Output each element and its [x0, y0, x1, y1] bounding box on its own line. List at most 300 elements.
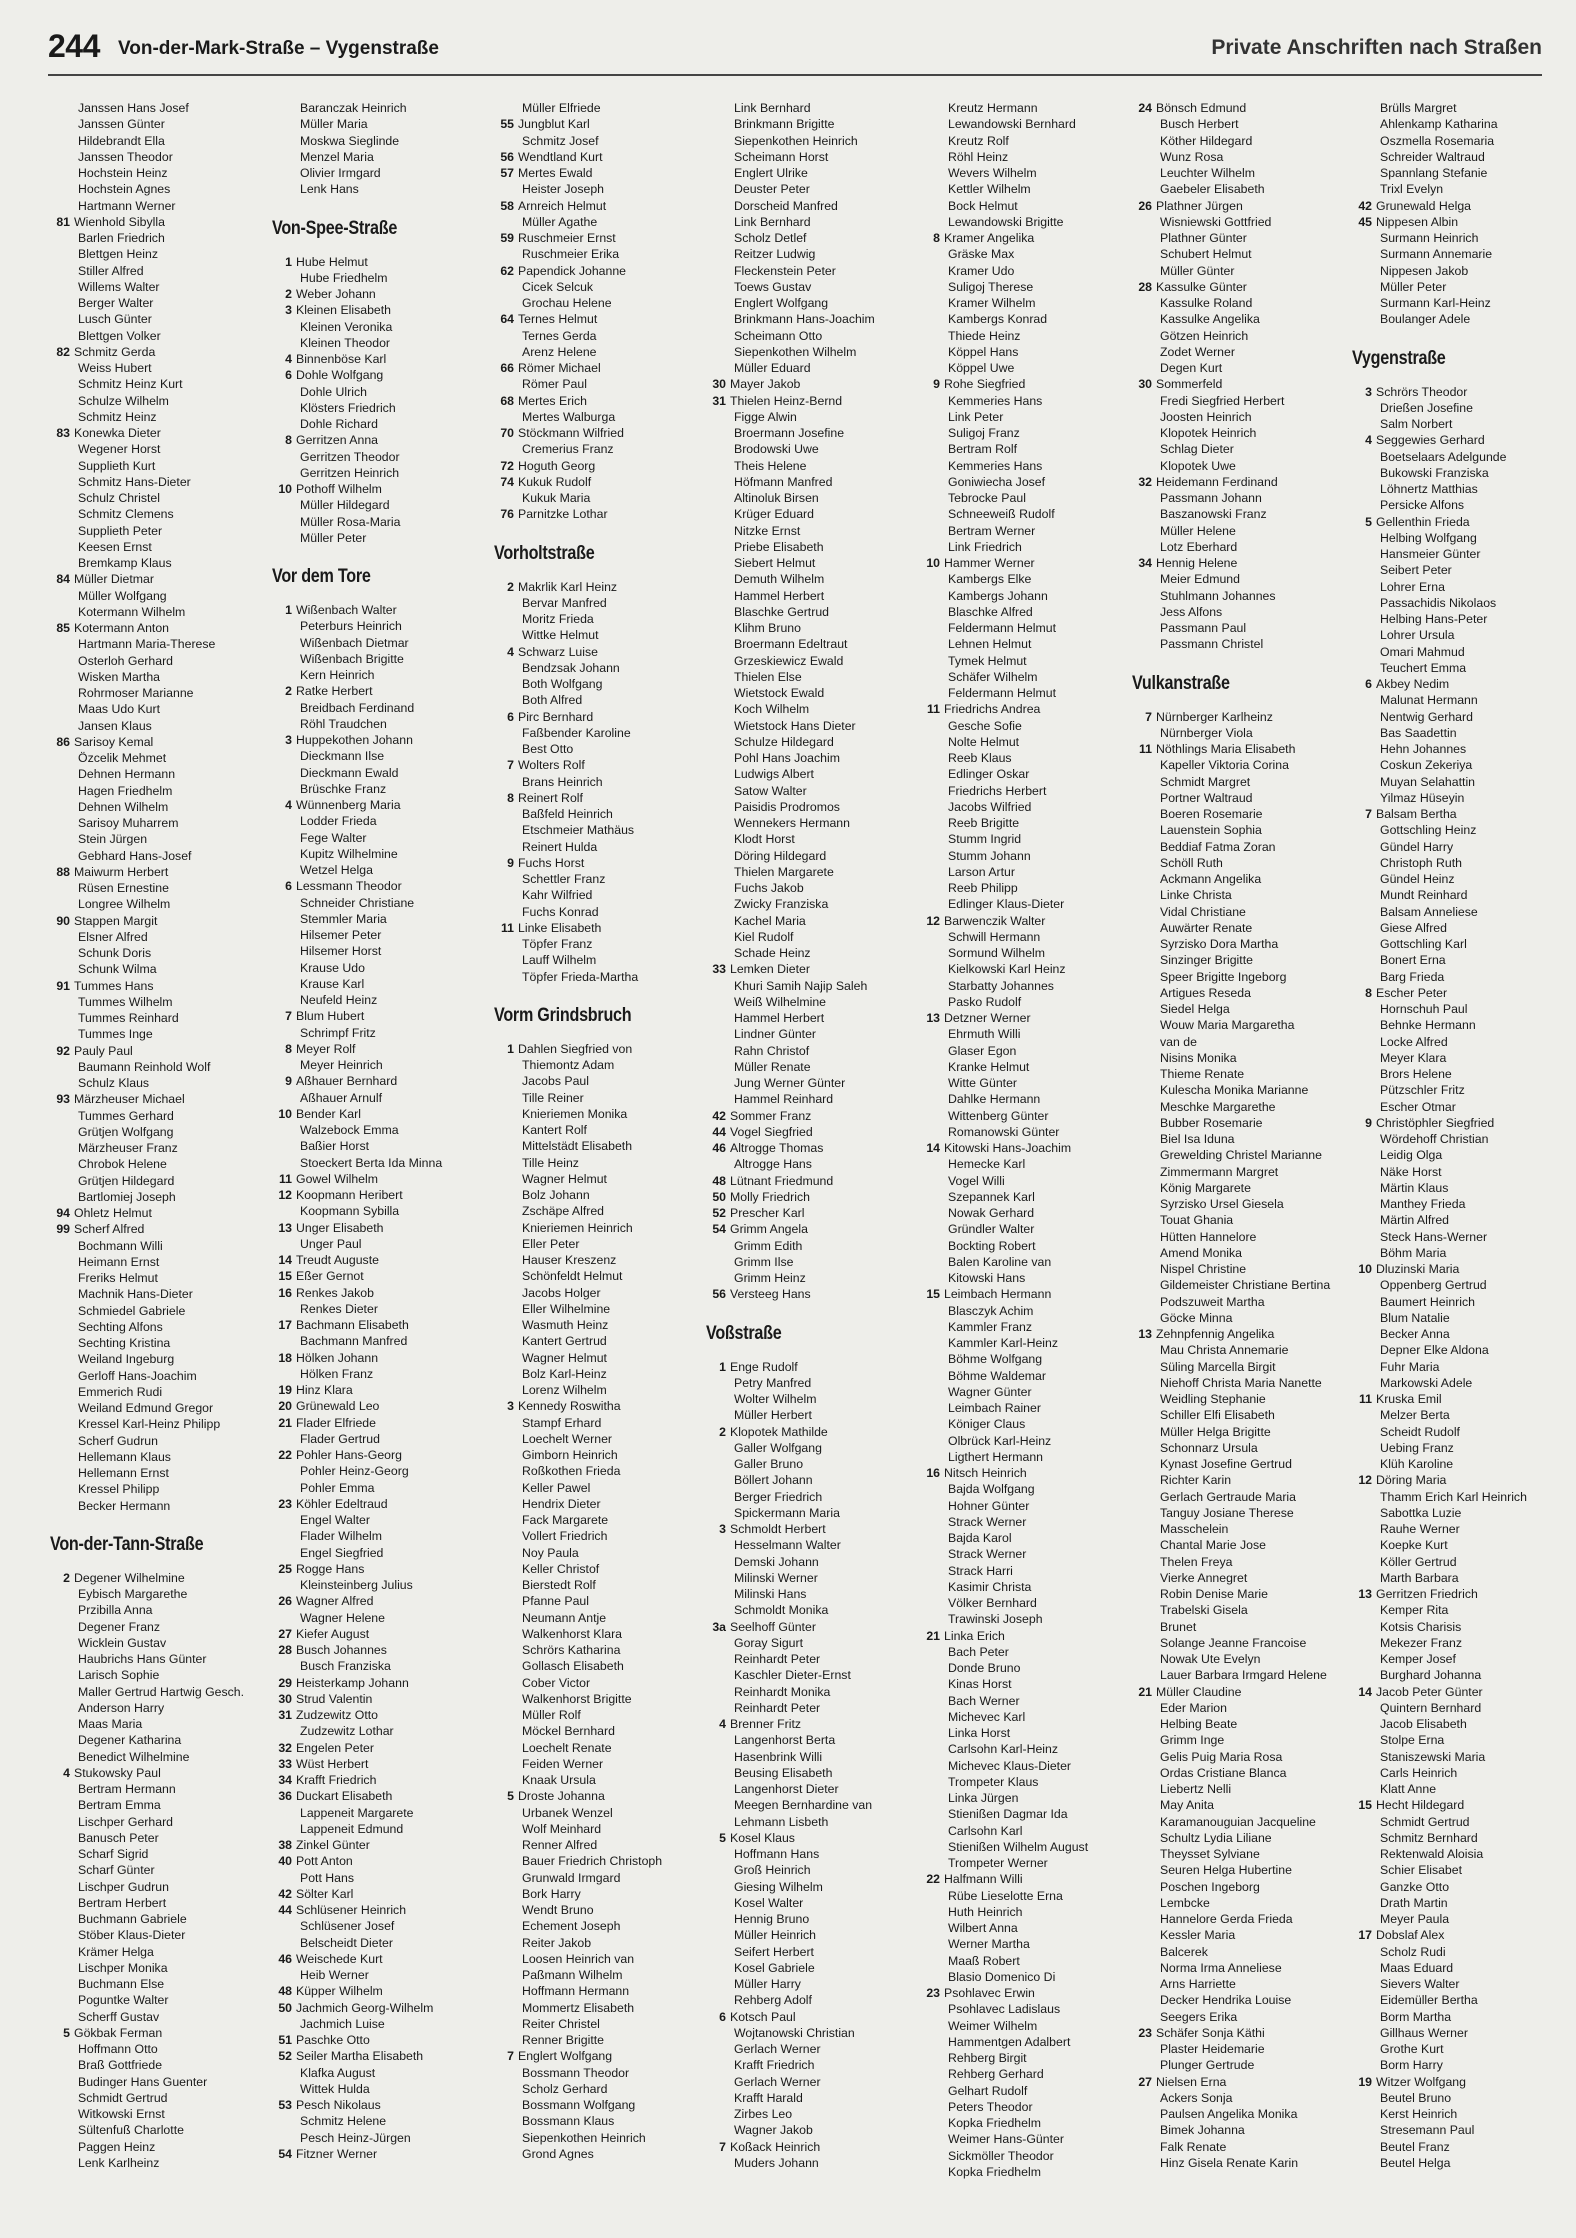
- resident-name: Menzel Maria: [300, 149, 374, 164]
- house-number: [1132, 1667, 1156, 1683]
- house-number: 19: [278, 1383, 292, 1397]
- house-number: [50, 360, 74, 376]
- house-number: [920, 961, 944, 977]
- resident-entry: [272, 683, 482, 699]
- resident-name: Jachmich Luise: [300, 2016, 385, 2031]
- resident-entry: [50, 100, 260, 116]
- house-number: [706, 1635, 730, 1651]
- resident-entry: [1132, 1749, 1342, 1765]
- resident-name: Schulze Wilhelm: [78, 393, 169, 408]
- resident-name: Fuchs Jakob: [734, 881, 804, 895]
- resident-name: Osterloh Gerhard: [78, 653, 174, 668]
- resident-name: Ratke Herbert: [296, 684, 373, 699]
- resident-entry: [494, 1675, 704, 1691]
- house-number: [1352, 904, 1376, 920]
- resident-entry: [1352, 595, 1562, 611]
- resident-entry: [1132, 1797, 1342, 1813]
- resident-entry: [50, 246, 260, 262]
- resident-entry: [494, 295, 704, 311]
- house-number: [920, 1595, 944, 1611]
- resident-name: Lauff Wilhelm: [522, 953, 597, 968]
- resident-entry: [272, 927, 482, 943]
- resident-name: Scholz Detlef: [734, 231, 807, 245]
- resident-entry: [50, 1927, 260, 1943]
- resident-name: Wetzel Helga: [300, 863, 373, 877]
- resident-entry: [706, 1765, 916, 1781]
- resident-entry: [920, 1384, 1130, 1400]
- house-number: [1352, 871, 1376, 887]
- house-number: [1132, 887, 1156, 903]
- resident-entry: [1352, 562, 1562, 578]
- resident-entry: [50, 149, 260, 165]
- resident-name: Buchmann Gabriele: [78, 1912, 187, 1926]
- house-number: 32: [278, 1740, 292, 1755]
- house-number: [494, 1805, 518, 1821]
- resident-entry: [1352, 1732, 1562, 1748]
- resident-entry: [1132, 1424, 1342, 1440]
- resident-name: Passmann Johann: [1160, 491, 1262, 505]
- resident-entry: [494, 692, 704, 708]
- house-number: [1352, 181, 1376, 197]
- resident-entry: [1352, 295, 1562, 311]
- resident-name: Baumert Heinrich: [1380, 1294, 1475, 1309]
- resident-entry: [494, 1236, 704, 1252]
- resident-entry: [1132, 165, 1342, 181]
- house-number: [272, 1366, 296, 1382]
- resident-entry: [706, 1424, 916, 1440]
- house-number: [50, 929, 74, 945]
- house-number: [920, 1644, 944, 1660]
- resident-name: Speer Brigitte Ingeborg: [1160, 969, 1287, 984]
- resident-name: Märtin Alfred: [1380, 1213, 1450, 1228]
- resident-name: Pauly Paul: [74, 1043, 133, 1058]
- resident-entry: [1352, 497, 1562, 513]
- resident-entry: [1132, 1375, 1342, 1391]
- resident-name: Lemken Dieter: [730, 962, 810, 977]
- resident-name: Klüh Karoline: [1380, 1457, 1454, 1471]
- resident-entry: [50, 2009, 260, 2025]
- resident-name: Unger Paul: [300, 1236, 362, 1251]
- resident-name: Makrlik Karl Heinz: [518, 579, 618, 594]
- house-number: 19: [1358, 2074, 1372, 2089]
- resident-entry: [494, 246, 704, 262]
- house-number: 51: [278, 2033, 292, 2047]
- house-number: [1132, 1879, 1156, 1895]
- resident-name: Janssen Hans Josef: [78, 101, 189, 115]
- resident-entry: [1132, 1277, 1342, 1293]
- resident-entry: [272, 165, 482, 181]
- house-number: [706, 1814, 730, 1830]
- resident-name: Wittke Helmut: [522, 628, 599, 643]
- resident-name: Röhl Traudchen: [300, 716, 387, 731]
- resident-entry: [706, 458, 916, 474]
- resident-entry: [272, 270, 482, 286]
- house-number: [1352, 725, 1376, 741]
- resident-name: Borm Martha: [1380, 2009, 1452, 2024]
- resident-entry: [920, 815, 1130, 831]
- house-number: 23: [1138, 2025, 1152, 2040]
- house-number: 4: [507, 644, 514, 659]
- resident-name: Trompeter Klaus: [948, 1774, 1039, 1789]
- resident-entry: [1352, 757, 1562, 773]
- resident-entry: [1352, 165, 1562, 181]
- resident-name: Lischper Monika: [78, 1960, 168, 1975]
- resident-name: Edlinger Oskar: [948, 767, 1030, 782]
- resident-name: Grünewald Leo: [296, 1399, 380, 1414]
- resident-name: Tummes Reinhard: [78, 1011, 179, 1025]
- resident-entry: [50, 1976, 260, 1992]
- house-number: [272, 319, 296, 335]
- resident-entry: [1132, 936, 1342, 952]
- resident-entry: [1352, 1326, 1562, 1342]
- resident-name: Hilsemer Peter: [300, 928, 382, 942]
- resident-entry: [272, 481, 482, 497]
- house-number: [1132, 393, 1156, 409]
- resident-entry: [1352, 1342, 1562, 1358]
- resident-name: Kulescha Monika Marianne: [1160, 1083, 1309, 1098]
- resident-entry: [920, 1351, 1130, 1367]
- house-number: [1132, 1895, 1156, 1911]
- resident-entry: [1132, 1115, 1342, 1131]
- resident-name: Mau Christa Annemarie: [1160, 1343, 1289, 1358]
- resident-entry: [1132, 1456, 1342, 1472]
- resident-entry: [272, 1415, 482, 1431]
- resident-entry: [706, 328, 916, 344]
- house-number: 6: [719, 2009, 726, 2024]
- resident-entry: [920, 1693, 1130, 1709]
- house-number: [494, 1837, 518, 1853]
- house-number: [1132, 165, 1156, 181]
- house-number: [1352, 1294, 1376, 1310]
- resident-entry: [1352, 1261, 1562, 1277]
- resident-entry: [1132, 2009, 1342, 2025]
- house-number: [920, 1108, 944, 1124]
- house-number: [50, 799, 74, 815]
- resident-entry: [494, 1577, 704, 1593]
- house-number: [1132, 523, 1156, 539]
- resident-name: Loechelt Renate: [522, 1740, 612, 1755]
- house-number: [1352, 1570, 1376, 1586]
- house-number: [706, 1156, 730, 1172]
- resident-entry: [1132, 1619, 1342, 1635]
- resident-entry: [706, 669, 916, 685]
- resident-entry: [1132, 1050, 1342, 1066]
- resident-name: Kotsis Charisis: [1380, 1619, 1462, 1634]
- resident-name: Link Friedrich: [948, 539, 1022, 554]
- house-number: [920, 279, 944, 295]
- resident-name: Gollasch Elisabeth: [522, 1659, 624, 1674]
- resident-name: Hohner Günter: [948, 1498, 1030, 1513]
- resident-entry: [494, 2130, 704, 2146]
- house-number: [50, 1335, 74, 1351]
- resident-entry: [920, 766, 1130, 782]
- resident-entry: [706, 1407, 916, 1423]
- house-number: 15: [926, 1287, 940, 1302]
- house-number: [920, 2115, 944, 2131]
- resident-entry: [1132, 1521, 1342, 1537]
- house-number: [1352, 416, 1376, 432]
- resident-entry: [1352, 416, 1562, 432]
- house-number: [920, 1416, 944, 1432]
- house-number: [706, 685, 730, 701]
- house-number: [50, 1465, 74, 1481]
- resident-entry: [1352, 263, 1562, 279]
- house-number: [494, 952, 518, 968]
- resident-entry: [272, 1138, 482, 1154]
- resident-name: Müller Dietmar: [74, 572, 154, 587]
- resident-name: Thamm Erich Karl Heinrich: [1380, 1489, 1527, 1504]
- house-number: [706, 2057, 730, 2073]
- house-number: 62: [500, 263, 514, 278]
- house-number: [920, 100, 944, 116]
- house-number: [50, 831, 74, 847]
- resident-name: Degener Wilhelmine: [74, 1570, 185, 1585]
- resident-name: Thielen Else: [734, 669, 802, 684]
- house-number: [272, 1138, 296, 1154]
- house-number: [706, 1862, 730, 1878]
- resident-entry: [1132, 1180, 1342, 1196]
- resident-entry: [272, 149, 482, 165]
- resident-entry: [920, 1871, 1130, 1887]
- resident-name: Niehoff Christa Maria Nanette: [1160, 1375, 1322, 1390]
- header-divider: [48, 74, 1542, 76]
- resident-entry: [1352, 1294, 1562, 1310]
- house-number: [494, 1658, 518, 1674]
- resident-name: Dieckmann Ilse: [300, 749, 385, 764]
- resident-entry: [706, 815, 916, 831]
- resident-entry: [1352, 1684, 1562, 1700]
- house-number: [50, 555, 74, 571]
- resident-entry: [706, 783, 916, 799]
- resident-entry: [920, 799, 1130, 815]
- resident-name: Kassulke Günter: [1156, 279, 1247, 294]
- resident-entry: [50, 1124, 260, 1140]
- house-number: [50, 1140, 74, 1156]
- house-number: [706, 2025, 730, 2041]
- house-number: [920, 1173, 944, 1189]
- resident-name: Weimer Hans-Günter: [948, 2132, 1064, 2147]
- resident-name: Reinert Hulda: [522, 839, 598, 854]
- resident-name: Stienißen Wilhelm August: [948, 1839, 1089, 1854]
- resident-entry: [50, 1586, 260, 1602]
- resident-name: Ordas Cristiane Blanca: [1160, 1765, 1287, 1780]
- resident-name: Werner Martha: [948, 1937, 1030, 1952]
- resident-entry: [1352, 2106, 1562, 2122]
- resident-entry: [494, 1886, 704, 1902]
- resident-entry: [920, 506, 1130, 522]
- resident-name: Reinhardt Peter: [734, 1652, 821, 1666]
- resident-name: Rehberg Gerhard: [948, 2067, 1044, 2082]
- resident-name: Gowel Wilhelm: [296, 1171, 378, 1186]
- resident-entry: [706, 1537, 916, 1553]
- resident-name: Baranczak Heinrich: [300, 101, 407, 115]
- resident-entry: [272, 1317, 482, 1333]
- resident-name: Zehnpfennig Angelika: [1156, 1327, 1275, 1341]
- resident-name: Bach Werner: [948, 1693, 1020, 1708]
- house-number: 11: [1359, 1392, 1372, 1406]
- house-number: 48: [712, 1173, 726, 1188]
- resident-entry: [920, 2164, 1130, 2180]
- house-number: 8: [285, 1041, 292, 1056]
- house-number: [1352, 530, 1376, 546]
- resident-name: Küpper Wilhelm: [296, 1984, 383, 1999]
- resident-name: Rehberg Birgit: [948, 2051, 1027, 2065]
- house-number: [706, 425, 730, 441]
- resident-entry: [1352, 432, 1562, 448]
- resident-name: Kosel Gabriele: [734, 1960, 815, 1975]
- house-number: [706, 1960, 730, 1976]
- resident-entry: [1132, 2025, 1342, 2041]
- house-number: [50, 669, 74, 685]
- resident-entry: [494, 1642, 704, 1658]
- resident-entry: [272, 797, 482, 813]
- resident-entry: [272, 432, 482, 448]
- resident-entry: [1132, 904, 1342, 920]
- resident-entry: [1132, 523, 1342, 539]
- resident-name: Schmitz Clemens: [78, 507, 174, 522]
- house-number: [706, 523, 730, 539]
- house-number: [706, 100, 730, 116]
- resident-name: Töpfer Franz: [522, 937, 593, 951]
- resident-entry: [706, 100, 916, 116]
- house-number: [920, 1839, 944, 1855]
- resident-name: Reinert Rolf: [518, 790, 583, 805]
- resident-entry: [272, 1642, 482, 1658]
- house-number: [272, 1967, 296, 1983]
- house-number: 12: [1358, 1473, 1372, 1488]
- resident-name: Tille Reiner: [522, 1090, 584, 1105]
- resident-name: Hube Helmut: [296, 254, 368, 269]
- house-number: [920, 636, 944, 652]
- house-number: [706, 864, 730, 880]
- house-number: [706, 1684, 730, 1700]
- resident-entry: [706, 1895, 916, 1911]
- resident-name: Linke Christa: [1160, 888, 1232, 903]
- house-number: 16: [278, 1285, 292, 1300]
- house-number: [1132, 2009, 1156, 2025]
- resident-entry: [920, 1043, 1130, 1059]
- resident-name: Jungblut Karl: [518, 117, 590, 132]
- resident-name: Hammentgen Adalbert: [948, 2034, 1071, 2049]
- resident-entry: [1132, 539, 1342, 555]
- resident-entry: [494, 263, 704, 279]
- resident-name: Schlüsener Josef: [300, 1919, 395, 1934]
- resident-entry: [494, 360, 704, 376]
- house-number: [1352, 1716, 1376, 1732]
- resident-entry: [1132, 2074, 1342, 2090]
- house-number: [272, 2113, 296, 2129]
- house-number: 3a: [712, 1619, 726, 1634]
- resident-entry: [494, 165, 704, 181]
- resident-entry: [272, 1951, 482, 1967]
- resident-name: Sarisoy Muharrem: [78, 816, 179, 830]
- resident-name: Parnitzke Lothar: [518, 507, 608, 522]
- resident-entry: [706, 1667, 916, 1683]
- house-number: [494, 1106, 518, 1122]
- resident-entry: [50, 474, 260, 490]
- resident-name: Strack Harri: [948, 1563, 1013, 1578]
- resident-name: Dahlen Siegfried von: [518, 1041, 633, 1056]
- resident-entry: [494, 904, 704, 920]
- house-number: [494, 376, 518, 392]
- resident-name: Seelhoff Günter: [730, 1619, 816, 1634]
- resident-name: Heidemann Ferdinand: [1156, 474, 1278, 489]
- house-number: 46: [712, 1141, 726, 1155]
- resident-name: Grochau Helene: [522, 296, 612, 310]
- resident-name: Pott Anton: [296, 1854, 353, 1869]
- resident-name: Breidbach Ferdinand: [300, 700, 415, 715]
- house-number: [706, 1602, 730, 1618]
- resident-entry: [1352, 1862, 1562, 1878]
- resident-name: Weber Johann: [296, 287, 376, 301]
- resident-entry: [706, 1716, 916, 1732]
- house-number: [50, 880, 74, 896]
- resident-name: Markowski Adele: [1380, 1375, 1473, 1390]
- resident-entry: [272, 286, 482, 302]
- house-number: [1132, 790, 1156, 806]
- resident-entry: [1352, 1050, 1562, 1066]
- resident-name: Passmann Paul: [1160, 621, 1247, 635]
- resident-name: Reitzer Ludwig: [734, 247, 816, 262]
- house-number: 5: [63, 2025, 70, 2040]
- house-number: 2: [285, 287, 292, 301]
- resident-entry: [272, 1902, 482, 1918]
- house-number: [920, 181, 944, 197]
- resident-name: Wasmuth Heinz: [522, 1318, 609, 1332]
- resident-entry: [494, 725, 704, 741]
- resident-entry: [50, 1830, 260, 1846]
- house-number: [1132, 2122, 1156, 2138]
- resident-name: Schmitz Gerda: [74, 344, 156, 359]
- resident-name: Tebrocke Paul: [948, 491, 1026, 505]
- resident-entry: [50, 1319, 260, 1335]
- resident-name: Özcelik Mehmet: [78, 751, 167, 765]
- resident-entry: [494, 595, 704, 611]
- house-number: [706, 1075, 730, 1091]
- resident-name: Müller Hildegard: [300, 498, 390, 513]
- resident-entry: [50, 750, 260, 766]
- resident-name: Blasczyk Achim: [948, 1303, 1034, 1318]
- resident-entry: [1132, 198, 1342, 214]
- resident-name: Reiter Jakob: [522, 1935, 592, 1950]
- resident-name: Kantert Rolf: [522, 1123, 587, 1137]
- resident-entry: [50, 2041, 260, 2057]
- resident-entry: [920, 783, 1130, 799]
- house-number: 28: [1138, 279, 1152, 294]
- resident-entry: [50, 328, 260, 344]
- resident-name: Schäfer Wilhelm: [948, 669, 1038, 684]
- house-number: [1132, 181, 1156, 197]
- resident-name: Pfanne Paul: [522, 1594, 590, 1609]
- resident-name: Lischper Gudrun: [78, 1879, 169, 1894]
- resident-name: Giesing Wilhelm: [734, 1879, 823, 1894]
- resident-name: Petry Manfred: [734, 1375, 812, 1390]
- resident-entry: [706, 734, 916, 750]
- resident-name: Walkenhorst Klara: [522, 1626, 623, 1641]
- house-number: [1352, 1099, 1376, 1115]
- resident-entry: [1132, 1017, 1342, 1033]
- resident-name: Detzner Werner: [944, 1011, 1031, 1025]
- house-number: [272, 181, 296, 197]
- house-number: 8: [285, 433, 292, 448]
- house-number: [920, 1514, 944, 1530]
- house-number: [706, 1537, 730, 1553]
- house-number: [1132, 1960, 1156, 1976]
- resident-name: Hammer Werner: [944, 556, 1035, 570]
- house-number: [494, 2130, 518, 2146]
- resident-name: Hütten Hannelore: [1160, 1229, 1257, 1244]
- resident-name: Gerritzen Anna: [296, 433, 379, 448]
